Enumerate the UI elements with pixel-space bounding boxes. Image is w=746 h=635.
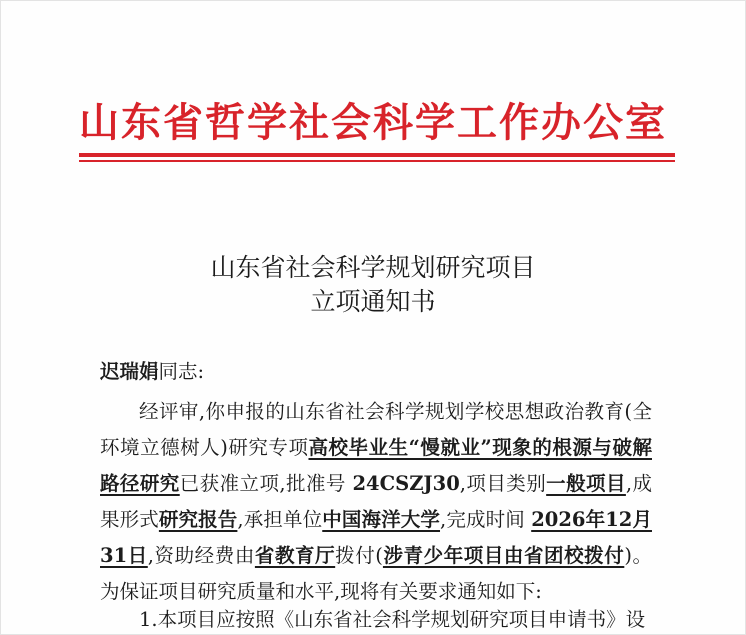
header-rule-thick xyxy=(79,153,675,157)
text-run: 已获准立项,批准号 xyxy=(179,472,346,495)
requirement-item-1: 1.本项目应按照《山东省社会科学规划研究项目申请书》设 xyxy=(139,608,646,631)
issuing-office-header: 山东省哲学社会科学工作办公室 xyxy=(79,99,667,146)
project-title: 高校毕业生“慢就业”现象的根源与破解路径研究 xyxy=(100,436,652,495)
completion-date: 2026年12月31日 xyxy=(100,508,652,567)
text-run: ,成果形式 xyxy=(100,472,653,531)
host-unit: 中国海洋大学 xyxy=(322,508,441,531)
text-run: )。为保证项目研究质量和水平,现将有关要求通知如下: xyxy=(100,544,652,603)
output-form: 研究报告 xyxy=(158,508,238,531)
document-title-line2: 立项通知书 xyxy=(310,287,436,316)
text-run: 经评审,你申报的山东省社会科学规划学校思想政治教育(全环境立德树人)研究专项 xyxy=(100,400,652,459)
salutation xyxy=(100,357,652,387)
salutation-suffix: 同志: xyxy=(158,360,205,383)
project-category: 一般项目 xyxy=(546,472,626,495)
text-run: 拨付( xyxy=(335,544,383,567)
notice-paragraph xyxy=(100,394,652,610)
header-rule-thin xyxy=(79,160,675,162)
text-run: ,完成时间 xyxy=(440,508,525,531)
document-title-line1: 山东省社会科学规划研究项目 xyxy=(210,253,536,282)
approval-number: 24CSZJ30 xyxy=(352,472,460,495)
text-run: ,承担单位 xyxy=(237,508,323,531)
funding-note: 涉青少年项目由省团校拨付 xyxy=(382,544,625,567)
recipient-name: 迟瑞娟 xyxy=(100,360,159,383)
text-run: ,资助经费由 xyxy=(147,544,255,567)
text-run: ,项目类别 xyxy=(459,472,547,495)
funding-source: 省教育厅 xyxy=(254,544,336,567)
